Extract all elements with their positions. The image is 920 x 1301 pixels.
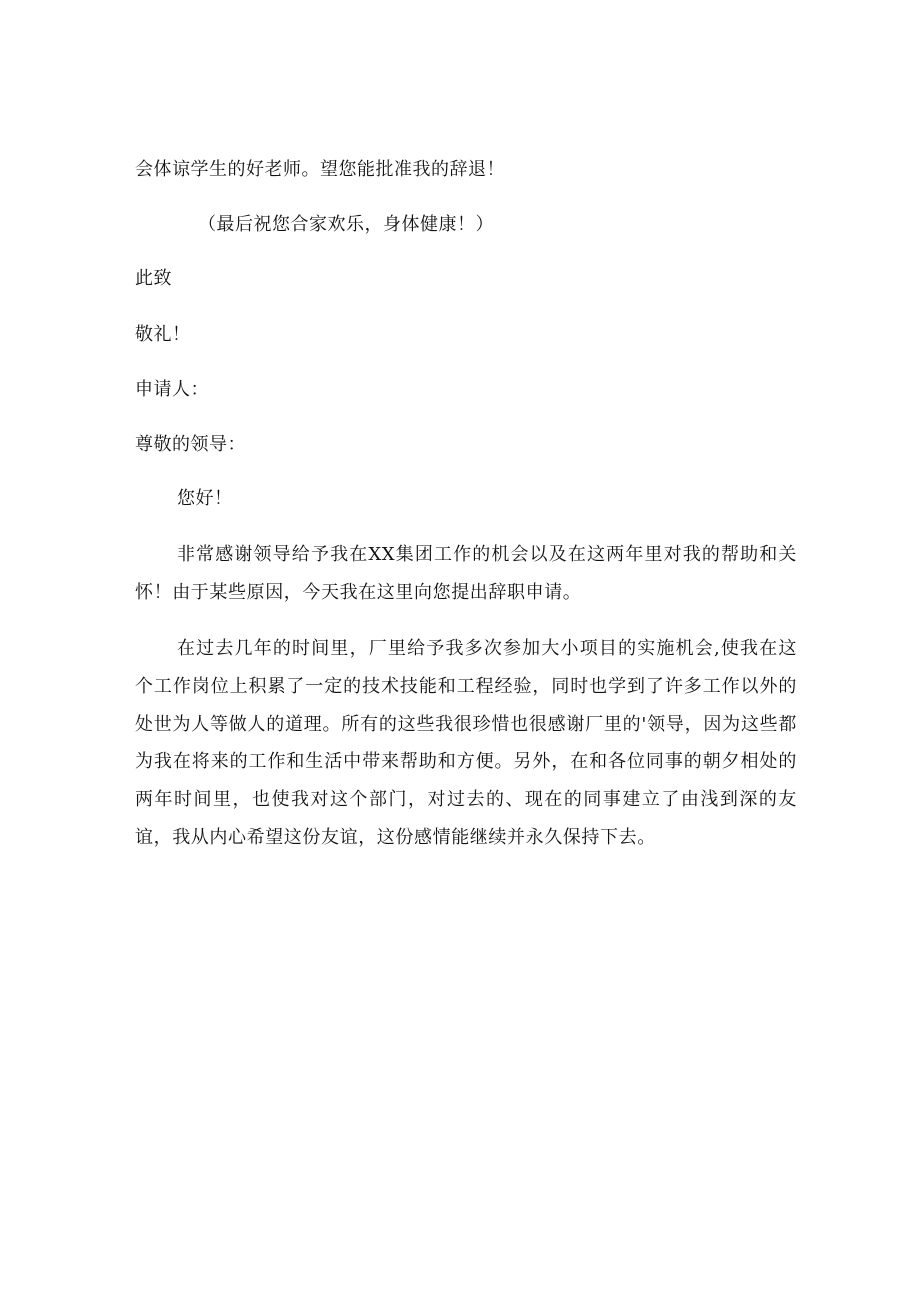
closing-line-1: 此致: [135, 268, 172, 289]
continuation-text: 会体谅学生的好老师。望您能批准我的辞退！: [135, 159, 505, 180]
paragraph-2: 在过去几年的时间里，厂里给予我多次参加大小项目的实施机会,使我在这个工作岗位上积累了一定的技术技能和工程经验，同时也学到了许多工作以外的处世为人等做人的道理。所有的这些我很珍惜也很感谢厂里的'领导，因为这些都为我在将来的工作和生活中带来帮助和方便。另外，在和各位同事的朝夕相处的两年时间里，也使我对这个部门，对过去的、现在的同事建立了由浅到深的友谊，我从内心希望这份友谊，这份感情能继续并永久保持下去。: [135, 638, 797, 848]
closing-line-2: 敬礼！: [135, 324, 191, 345]
paragraph-1: 非常感谢领导给予我在XX集团工作的机会以及在这两年里对我的帮助和关怀！由于某些原因，今天我在这里向您提出辞职申请。: [135, 544, 797, 603]
salutation: 尊敬的领导：: [135, 434, 246, 455]
applicant-label: 申请人：: [135, 379, 209, 400]
greeting: 您好！: [177, 488, 233, 509]
wishes-text: （最后祝您合家欢乐，身体健康！）: [198, 214, 494, 235]
